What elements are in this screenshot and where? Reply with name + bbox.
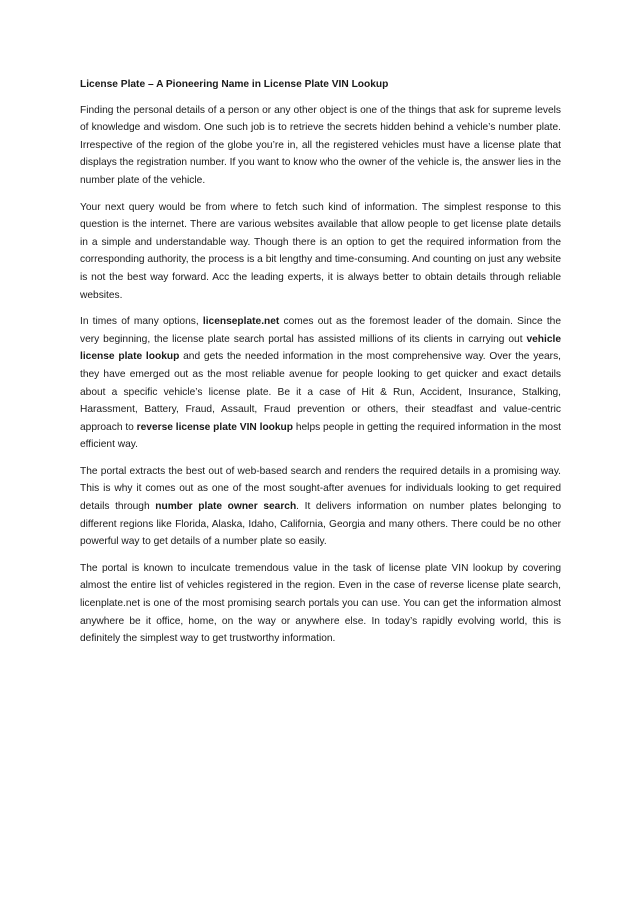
paragraph-portal-extracts <box>80 463 561 551</box>
text-segment: . It delivers information on number plates belonging to different regions like Florida, Alaska, Idaho, California, Georgia and many others. There could be no other powerful way to get details of a number plate so easily. <box>80 501 561 548</box>
paragraph-intro: Finding the personal details of a person or any other object is one of the things that ask for supreme levels of knowledge and wisdom. One such job is to retrieve the secrets hidden behind a vehicle’s number plate. Irrespective of the region of the globe you’re in, all the registered vehicles must have a license plate that displays the registration number. If you want to know who the owner of the vehicle is, the answer lies in the number plate of the vehicle. <box>80 104 561 186</box>
text-segment: In times of many options, <box>80 316 203 328</box>
text-segment: comes out as the foremost leader of the domain. Since the very beginning, the license plate search portal has assisted millions of its clients in carrying out <box>80 316 561 345</box>
text-segment: The portal extracts the best out of web-based search and renders the required details in a promising way. This is why it comes out as one of the most sought-after avenues for individuals looking to get required details through <box>80 465 561 513</box>
paragraph-licenseplate-net <box>80 313 561 454</box>
bold-reverse-license-plate-vin-lookup: reverse license plate VIN lookup <box>136 421 293 433</box>
bold-number-plate-owner-search: number plate owner search <box>155 501 297 513</box>
paragraph-internet: Your next query would be from where to fetch such kind of information. The simplest response to this question is the internet. There are various websites available that allow people to get license plate details in a simple and understandable way. Though there is an option to get the required information from the corresponding authority, the process is a bit lengthy and time-consuming. And counting on just any website is not the best way forward. Acc the leading experts, it is always better to obtain details through reliable websites. <box>80 201 561 301</box>
text-segment: helps people in getting the required information in the most efficient way. <box>80 421 561 451</box>
text-segment: and gets the needed information in the most comprehensive way. Over the years, they have emerged out as the most reliable avenue for people looking to get quicker and exact details about a specific vehicle’s license plate. Be it a case of Hit & Run, Accident, Insurance, Stalking, Harassment, Battery, Fraud, Assault, Fraud prevention or others, their steadfast and value-centric approach to <box>80 351 561 433</box>
bold-vehicle-license-plate-lookup: vehicle license plate lookup <box>80 333 561 363</box>
document-page <box>80 76 561 657</box>
bold-licenseplate-net: licenseplate.net <box>202 316 280 328</box>
document-title: License Plate – A Pioneering Name in License Plate VIN Lookup <box>80 79 389 90</box>
paragraph-portal-known: The portal is known to inculcate tremendous value in the task of license plate VIN lookup by covering almost the entire list of vehicles registered in the region. Even in the case of reverse license plate search, licenplate.net is one of the most promising search portals you can use. You can get the information almost anywhere be it office, home, on the way or anywhere else. In today’s rapidly evolving world, this is definitely the simplest way to get trustworthy information. <box>80 562 561 645</box>
